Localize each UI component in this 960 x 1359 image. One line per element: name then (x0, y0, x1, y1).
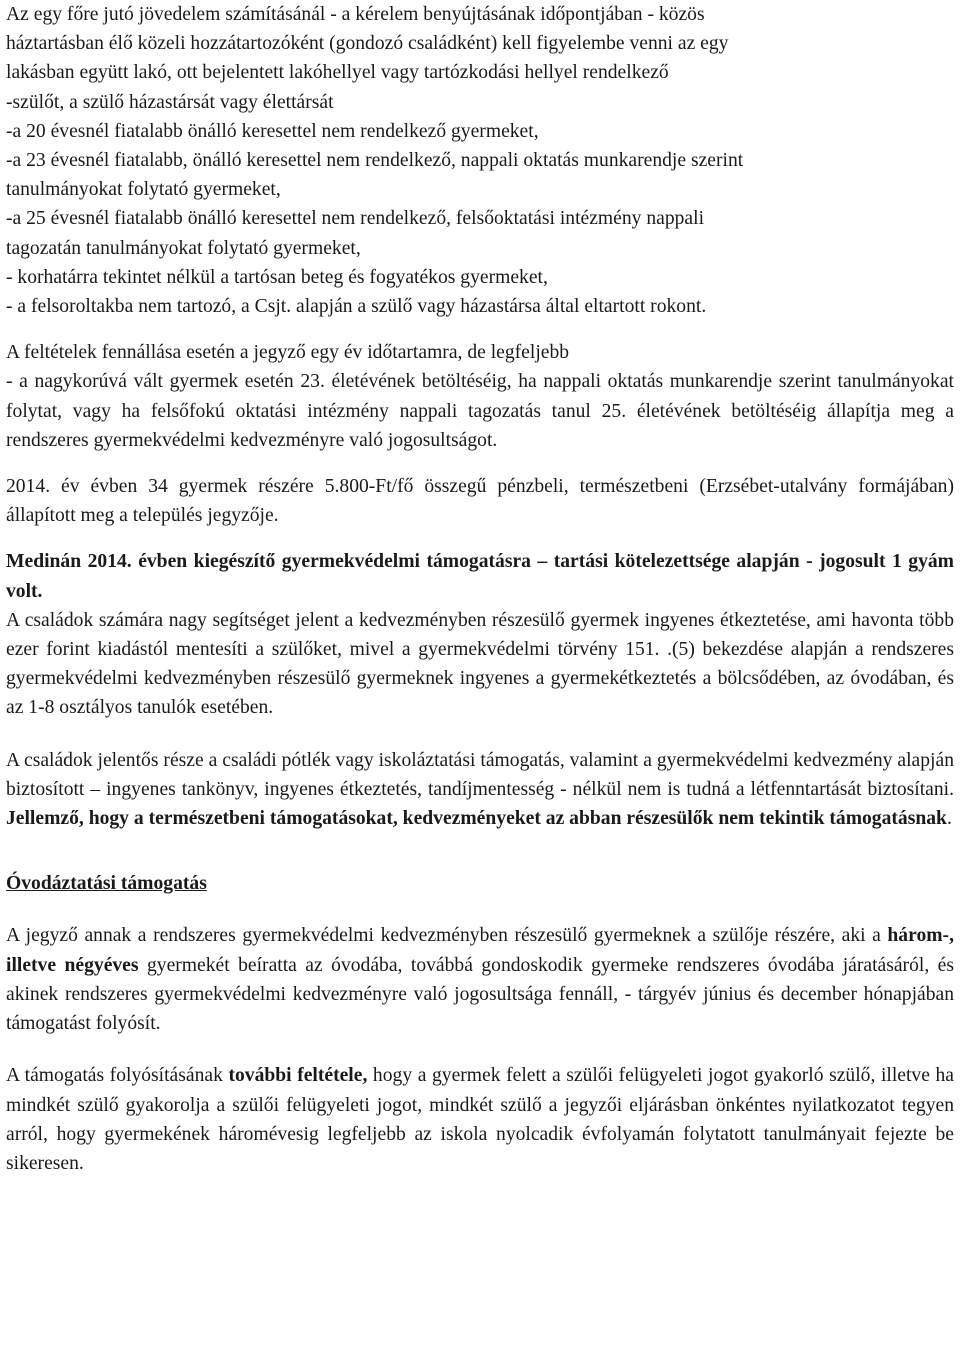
text-line: tanulmányokat folytató gyermeket, (6, 179, 281, 201)
payment-condition-paragraph (6, 1061, 954, 1178)
text-line: lakásban együtt lakó, ott bejelentett lakóhellyel vagy tartózkodási hellyel rendelkező (6, 62, 669, 84)
eligibility-paragraph (6, 338, 954, 455)
free-meals-paragraph (6, 606, 954, 723)
text-line: - a felsoroltakba nem tartozó, a Csjt. alapján a szülő vagy házastársa által eltartott rokont. (6, 296, 707, 318)
text-body: . (946, 808, 952, 830)
household-members-paragraph (6, 0, 954, 321)
text-line: -a 23 évesnél fiatalabb, önálló keresettel nem rendelkező, nappali oktatás munkarendje szerint (6, 150, 744, 172)
text-body: A családok számára nagy segítséget jelent a kedvezményben részesülő gyermek ingyenes étkeztetése, ami havonta több ezer forint kiadástól mentesíti a szülőket, mivel a gyermekvédelmi törvény 151. .(5) bekezdése alapján a rendszeres gyermekvédelmi kedvezményben részesülő gyermeknek ingyenes a gyermekétkeztetés a bölcsődében, az óvodában, és az 1-8 osztályos tanulók esetében. (6, 609, 954, 719)
bold-text: további feltétele, (228, 1065, 368, 1087)
text-line: -a 20 évesnél fiatalabb önálló keresettel nem rendelkező gyermeket, (6, 120, 539, 142)
text-line: A feltételek fennállása esetén a jegyző egy év időtartamra, de legfeljebb (6, 342, 570, 364)
text-body: 2014. év évben 34 gyermek részére 5.800-Ft/fő összegű pénzbeli, természetbeni (Erzsébet-utalvány formájában) állapított meg a település jegyzője. (6, 476, 954, 527)
text-body: A támogatás folyósításának (6, 1065, 229, 1087)
heading-text: Óvodáztatási támogatás (6, 873, 207, 895)
bold-text: Medinán 2014. évben kiegészítő gyermekvédelmi támogatásra – tartási kötelezettsége alapján - jogosult 1 gyám volt. (6, 551, 954, 602)
text-line: Az egy főre jutó jövedelem számításánál - a kérelem benyújtásának időpontjában - közös (6, 4, 705, 25)
family-support-paragraph (6, 746, 954, 834)
text-body: gyermekét beíratta az óvodába, továbbá gondoskodik gyermeke rendszeres óvodába járatásáról, és akinek rendszeres gyermekvédelmi kedvezményre való jogosultsága fennáll, - tárgyév június és december hónapjában támogatást folyósít. (6, 954, 954, 1035)
text-line: -szülőt, a szülő házastársát vagy élettársát (6, 91, 334, 113)
text-line: -a 25 évesnél fiatalabb önálló keresettel nem rendelkező, felsőoktatási intézmény nappali (6, 208, 705, 230)
statistics-paragraph (6, 472, 954, 530)
text-line: háztartásban élő közeli hozzátartozóként (gondozó családként) kell figyelembe venni az egy (6, 33, 729, 55)
bold-text: Jellemző, hogy a természetbeni támogatásokat, kedvezményeket az abban részesülők nem tekintik támogatásnak (6, 808, 947, 830)
text-body: hogy a gyermek felett a szülői felügyeleti jogot gyakorló szülő, illetve ha mindkét szülő gyakorolja a szülői felügyeleti jogot, mindkét szülő a jegyzői eljárásban önkéntes nyilatkozatot tegyen arról, hogy gyermekének háromévesig legfeljebb az iskola nyolcadik évfolyamán folytatott tanulmányait fejezte be sikeresen. (6, 1065, 954, 1174)
text-body: A családok jelentős része a családi pótlék vagy iskoláztatási támogatás, valamint a gyermekvédelmi kedvezmény alapján biztosított – ingyenes tankönyv, ingyenes étkeztetés, tandíjmentesség - nélkül nem is tudná a létfenntartását biztosítani. (6, 749, 954, 800)
bold-text: három-, illetve négyéves (6, 925, 954, 976)
text-body: A jegyző annak a rendszeres gyermekvédelmi kedvezményben részesülő gyermeknek a szülője részére, aki a (6, 925, 888, 947)
kindergarten-support-paragraph (6, 921, 954, 1038)
text-line: - korhatárra tekintet nélkül a tartósan beteg és fogyatékos gyermeket, (6, 266, 548, 288)
text-body: - a nagykorúvá vált gyermek esetén 23. életévének betöltéséig, ha nappali oktatás munkarendje szerint tanulmányokat folytat, vagy ha felsőfokú oktatási intézmény nappali tagozatás tanul 25. életévének betöltéséig állapítja meg a rendszeres gyermekvédelmi kedvezményre való jogosultságot. (6, 371, 954, 451)
text-line: tagozatán tanulmányokat folytató gyermeket, (6, 237, 361, 259)
supplementary-support-paragraph (6, 547, 954, 605)
section-heading (6, 869, 954, 898)
